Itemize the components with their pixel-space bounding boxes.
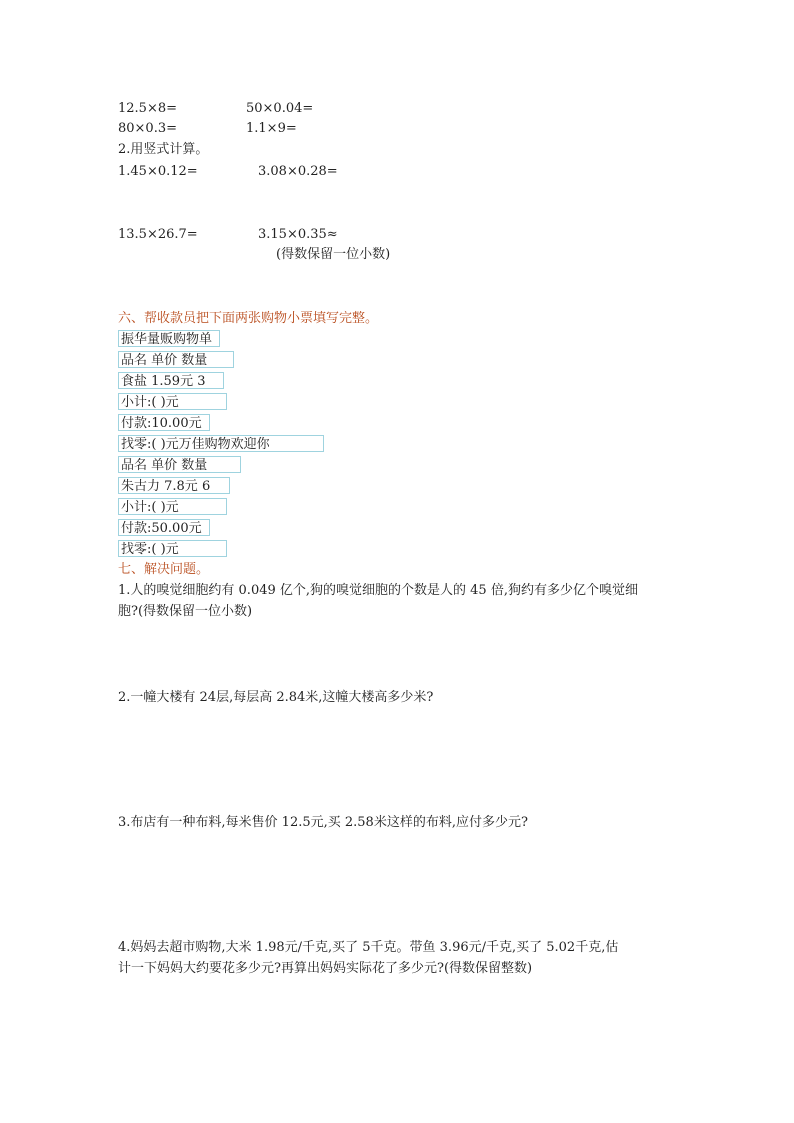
word-problem: 2.一幢大楼有 24层,每层高 2.84米,这幢大楼高多少米? <box>118 690 434 705</box>
calc-problem: 13.5×26.7= <box>118 227 198 242</box>
rounding-note: (得数保留一位小数) <box>276 247 391 262</box>
calc-problem: 3.15×0.35≈ <box>258 227 338 242</box>
receipt-subtotal: 小计:( )元 <box>118 498 227 515</box>
subsection-title: 2.用竖式计算。 <box>118 142 209 157</box>
section-title: 七、解决问题。 <box>118 562 210 577</box>
word-problem: 1.人的嗅觉细胞约有 0.049 亿个,狗的嗅觉细胞的个数是人的 45 倍,狗约有多少亿个嗅觉细 <box>118 583 638 598</box>
receipt-item: 朱古力 7.8元 6 <box>118 477 230 494</box>
receipt-header: 品名 单价 数量 <box>118 351 234 368</box>
section-title: 六、帮收款员把下面两张购物小票填写完整。 <box>118 311 379 326</box>
word-problem: 4.妈妈去超市购物,大米 1.98元/千克,买了 5千克。带鱼 3.96元/千克,买了 5.02千克,估 <box>118 940 619 955</box>
receipt-store-name: 振华量贩购物单 <box>118 330 220 347</box>
word-problem: 3.布店有一种布料,每米售价 12.5元,买 2.58米这样的布料,应付多少元? <box>118 815 528 830</box>
calc-problem: 80×0.3= <box>118 121 178 136</box>
calc-problem: 12.5×8= <box>118 101 178 116</box>
word-problem: 计一下妈妈大约要花多少元?再算出妈妈实际花了多少元?(得数保留整数) <box>118 961 533 976</box>
receipt-paid: 付款:50.00元 <box>118 519 210 536</box>
receipt-change: 找零:( )元万佳购物欢迎你 <box>118 435 324 452</box>
word-problem: 胞?(得数保留一位小数) <box>118 604 253 619</box>
calc-problem: 3.08×0.28= <box>258 164 338 179</box>
calc-problem: 50×0.04= <box>246 101 314 116</box>
receipt-paid: 付款:10.00元 <box>118 414 210 431</box>
receipt-change: 找零:( )元 <box>118 540 227 557</box>
receipt-subtotal: 小计:( )元 <box>118 393 227 410</box>
calc-problem: 1.1×9= <box>246 121 297 136</box>
receipt-header: 品名 单价 数量 <box>118 456 241 473</box>
calc-problem: 1.45×0.12= <box>118 164 198 179</box>
receipt-item: 食盐 1.59元 3 <box>118 372 224 389</box>
